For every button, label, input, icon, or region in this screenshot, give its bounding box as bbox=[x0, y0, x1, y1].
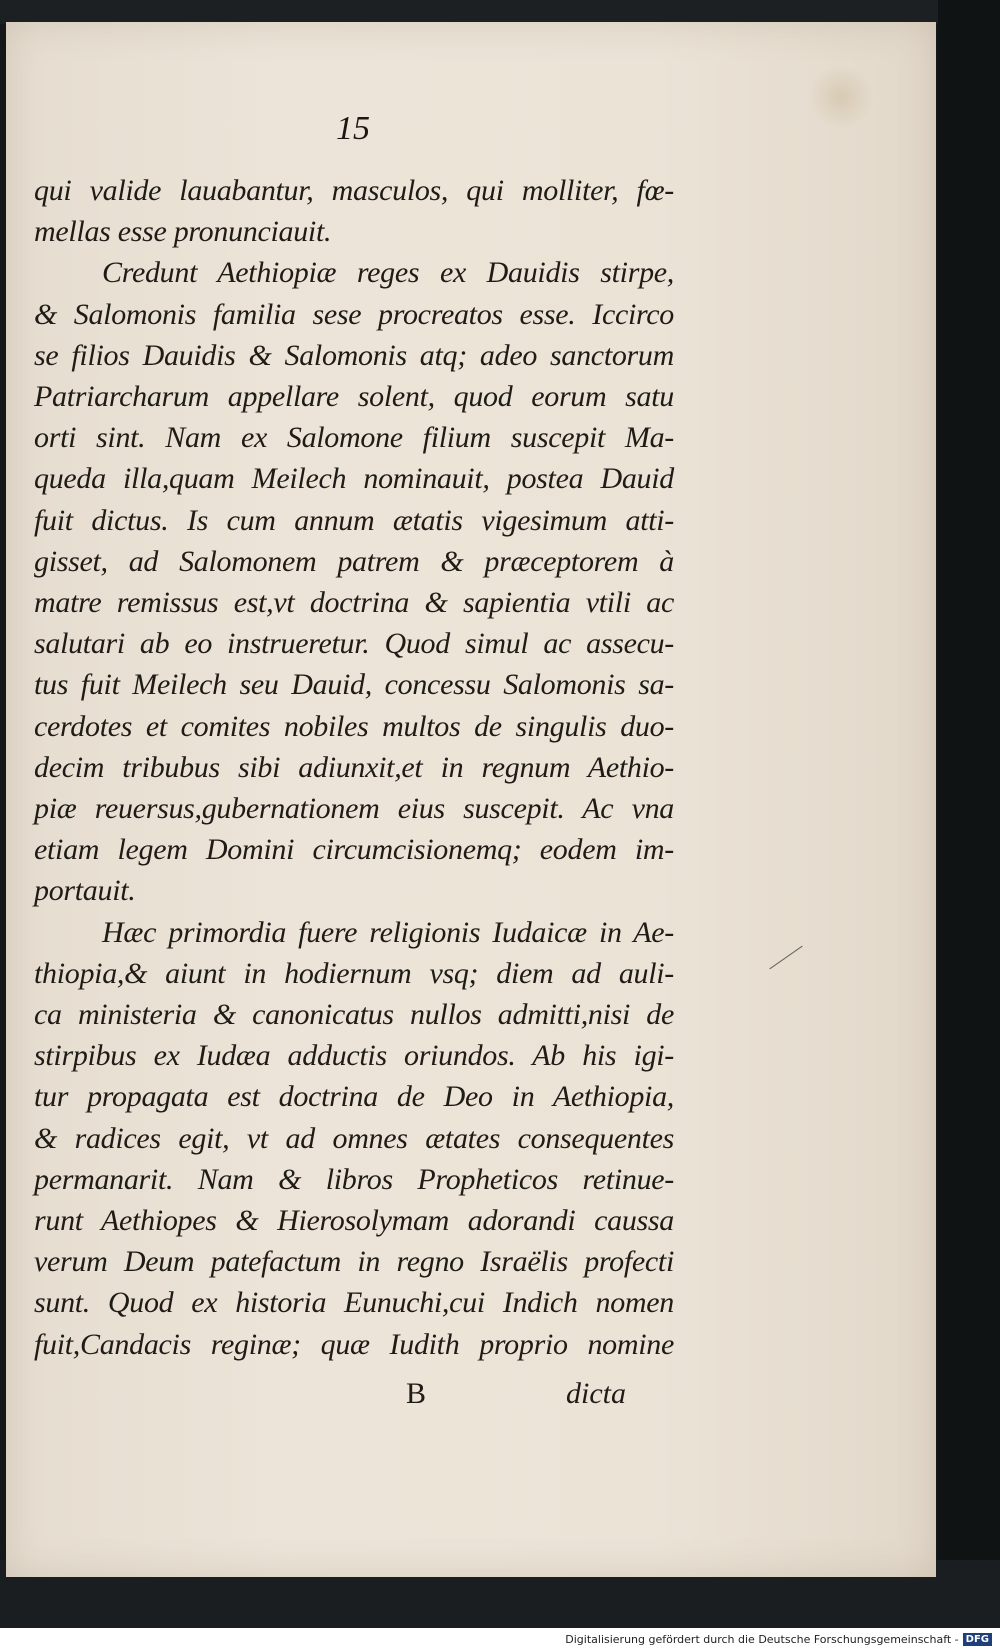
text-line: fuit dictus. Is cum annum ætatis vigesimum atti- bbox=[34, 503, 674, 537]
digitization-credit bbox=[565, 1633, 992, 1646]
scan-background-right bbox=[938, 0, 1000, 1650]
text-line: matre remissus est,vt doctrina & sapientia vtili ac bbox=[34, 586, 674, 620]
text-line: & Salomonis familia sese procreatos esse. Iccirco bbox=[34, 297, 674, 331]
text-line: portauit. bbox=[34, 874, 136, 908]
text-line: & radices egit, vt ad omnes ætates consequentes bbox=[34, 1121, 674, 1155]
text-line: Hæc primordia fuere religionis Iudaicæ in Ae- bbox=[102, 915, 674, 949]
text-line: salutari ab eo instrueretur. Quod simul ac assecu- bbox=[34, 627, 674, 661]
dfg-logo-icon: DFG bbox=[963, 1633, 992, 1646]
credit-bar bbox=[0, 1628, 1000, 1650]
text-line: sunt. Quod ex historia Eunuchi,cui Indich nomen bbox=[34, 1286, 674, 1320]
text-line: ca ministeria & canonicatus nullos admitti,nisi de bbox=[34, 998, 674, 1032]
text-line: orti sint. Nam ex Salomone filium suscepit Ma- bbox=[34, 421, 674, 455]
text-line: Patriarcharum appellare solent, quod eorum satu bbox=[34, 380, 674, 414]
signature-mark: B bbox=[406, 1377, 427, 1410]
text-line: thiopia,& aiunt in hodiernum vsq; diem ad auli- bbox=[34, 956, 674, 990]
text-line: queda illa,quam Meilech nominauit, postea Dauid bbox=[34, 462, 674, 496]
text-line: permanarit. Nam & libros Propheticos retinue- bbox=[34, 1162, 674, 1196]
text-line: piæ reuersus,gubernationem eius suscepit. Ac vna bbox=[34, 792, 674, 826]
text-line: stirpibus ex Iudæa adductis oriundos. Ab his igi- bbox=[34, 1039, 674, 1073]
text-line: verum Deum patefactum in regno Israëlis profecti bbox=[34, 1245, 674, 1279]
credit-text: Digitalisierung gefördert durch die Deutsche Forschungsgemeinschaft - bbox=[565, 1633, 959, 1646]
text-line: cerdotes et comites nobiles multos de singulis duo- bbox=[34, 709, 674, 743]
paper-scratch bbox=[769, 946, 802, 970]
book-page bbox=[6, 22, 936, 1577]
text-line: tur propagata est doctrina de Deo in Aethiopia, bbox=[34, 1080, 674, 1114]
text-line: fuit,Candacis reginæ; quæ Iudith proprio nomine bbox=[34, 1327, 674, 1361]
text-line: decim tribubus sibi adiunxit,et in regnum Aethio- bbox=[34, 750, 674, 784]
catchword: dicta bbox=[566, 1377, 626, 1410]
page-number: 15 bbox=[336, 110, 370, 147]
text-line: etiam legem Domini circumcisionemq; eodem im- bbox=[34, 833, 674, 867]
scan-background-top bbox=[0, 0, 1000, 24]
text-line: mellas esse pronunciauit. bbox=[34, 215, 332, 249]
text-line: runt Aethiopes & Hierosolymam adorandi caussa bbox=[34, 1204, 674, 1238]
paper-stain bbox=[806, 67, 876, 127]
text-line: gisset, ad Salomonem patrem & præceptorem à bbox=[34, 544, 674, 578]
text-line: Credunt Aethiopiæ reges ex Dauidis stirpe, bbox=[102, 256, 674, 290]
text-line: se filios Dauidis & Salomonis atq; adeo sanctorum bbox=[34, 338, 674, 372]
text-line: tus fuit Meilech seu Dauid, concessu Salomonis sa- bbox=[34, 668, 674, 702]
text-line: qui valide lauabantur, masculos, qui molliter, fœ- bbox=[34, 174, 674, 207]
body-text bbox=[34, 170, 674, 1365]
